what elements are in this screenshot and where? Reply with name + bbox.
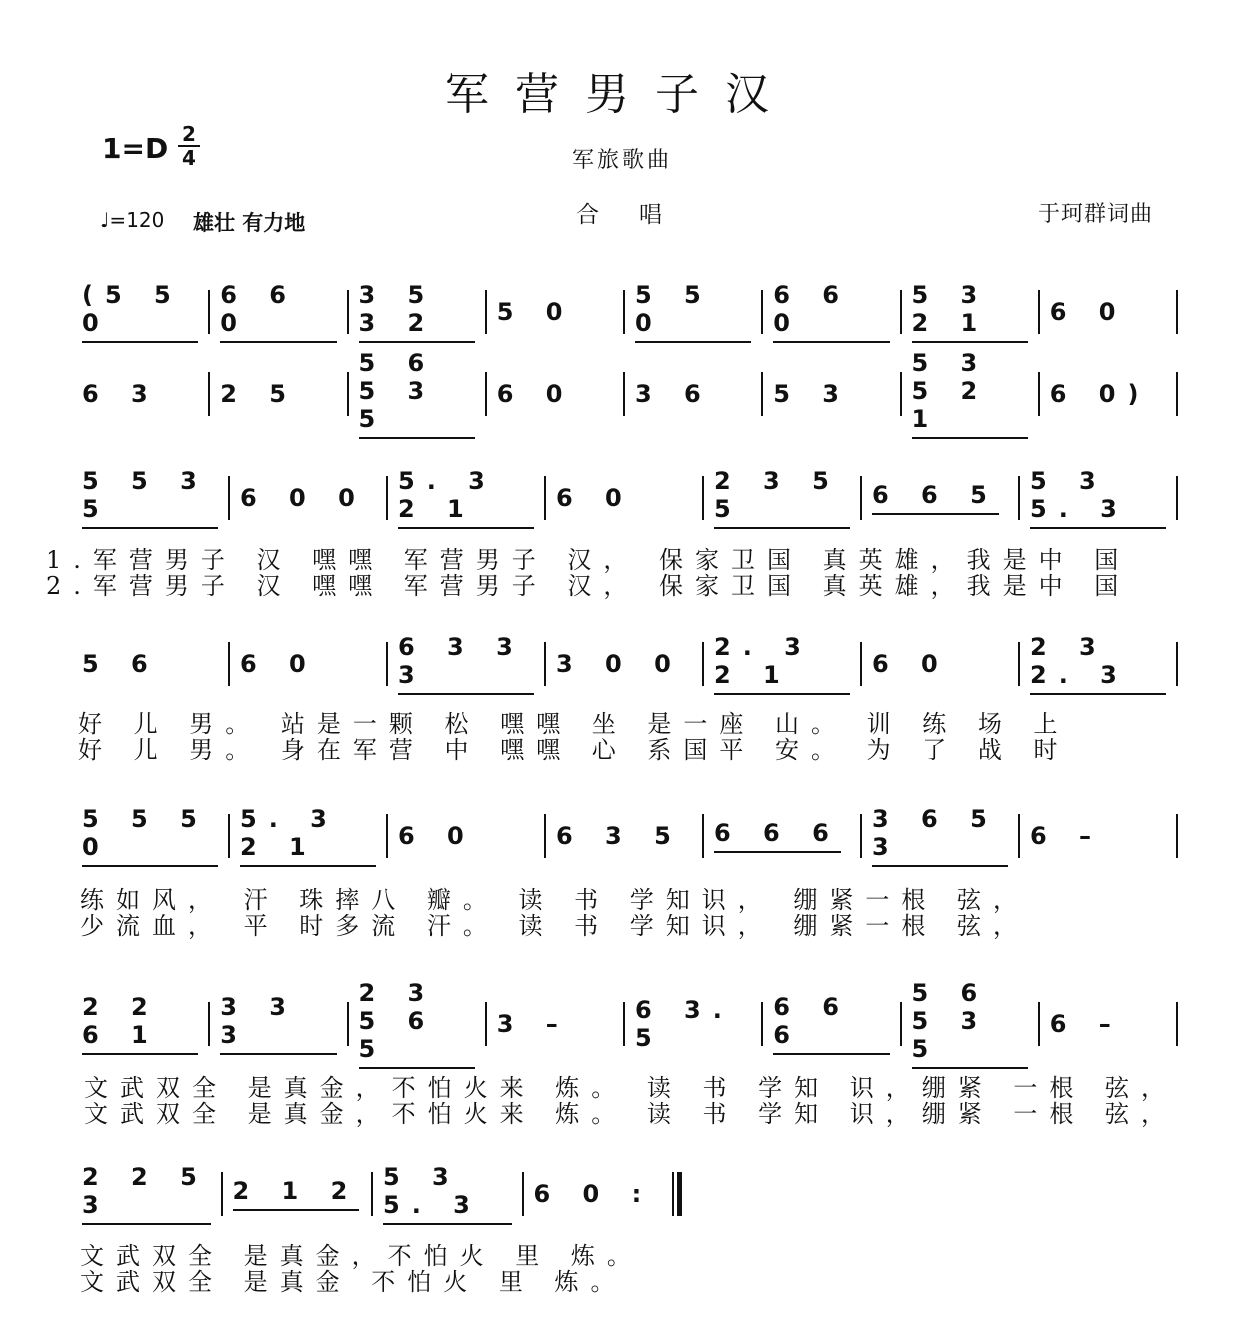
bar-line	[347, 290, 349, 334]
measure: 6 0	[1049, 298, 1128, 326]
lyric-line-verse2: 2.军营男子 汉 嘿嘿 军营男子 汉， 保家卫国 真英雄，我是中 国	[46, 572, 1131, 600]
measure: 6 6 0	[220, 281, 336, 343]
bar-line	[1176, 476, 1178, 520]
measure: 2 3 5 5	[714, 467, 850, 529]
bar-line	[761, 372, 763, 416]
measure: 6 0	[556, 484, 634, 512]
measure: 6 0	[240, 650, 318, 678]
genre-label: 军旅歌曲	[572, 148, 673, 173]
measure: 6 3 3 3	[398, 633, 534, 695]
composer-credit: 于珂群词曲	[1038, 202, 1154, 227]
measure: 6 0	[398, 822, 476, 850]
lyric-line-verse2: 文武双全 是真金，不怕火来 炼。 读 书 学知 识，绷紧 一根 弦，	[84, 1100, 1178, 1128]
measure: 6 –	[1030, 822, 1104, 850]
bar-line	[485, 1002, 487, 1046]
bar-line	[761, 1002, 763, 1046]
measure: 5 3	[773, 380, 852, 408]
bar-line	[860, 814, 862, 858]
bar-line	[228, 642, 230, 686]
bar-line	[208, 290, 210, 334]
thin-bar	[672, 1172, 674, 1216]
measure: 2. 3 2 1	[714, 633, 850, 695]
tempo-marking: ♩=120	[100, 208, 165, 232]
bar-line	[522, 1172, 524, 1216]
measure: 5. 3 2 1	[398, 467, 534, 529]
measure: 5 0	[496, 298, 575, 326]
score-system-7	[82, 1163, 682, 1219]
measure: 3 5 3 2	[359, 281, 475, 343]
measure: 6 0	[496, 380, 575, 408]
bar-line	[544, 476, 546, 520]
bar-line	[208, 1002, 210, 1046]
voice-label: 合唱	[576, 202, 702, 228]
bar-line	[860, 642, 862, 686]
measure: 2 2 5 3	[82, 1163, 211, 1225]
time-signature	[178, 124, 200, 168]
key-signature: 1=D	[102, 132, 169, 165]
bar-line	[1038, 372, 1040, 416]
measure: 5 3 5. 3	[383, 1163, 512, 1225]
bar-line	[386, 642, 388, 686]
score-system-5	[82, 805, 1178, 861]
bar-line	[1018, 476, 1020, 520]
bar-line	[228, 476, 230, 520]
bar-line	[761, 290, 763, 334]
time-top: 2	[182, 122, 196, 146]
measure: 5 6 5 3 5	[359, 349, 475, 439]
measure: 5 3 5 2 1	[912, 349, 1028, 439]
bar-line	[371, 1172, 373, 1216]
bar-line	[1038, 1002, 1040, 1046]
measure: 6 0 :	[533, 1180, 654, 1208]
measure: 2 3 5 6 5	[359, 979, 475, 1069]
repeat-end-barline	[668, 1172, 682, 1216]
measure: 6 3 5	[556, 822, 683, 850]
lyric-line-verse2: 文武双全 是真金 不怕火 里 炼。	[80, 1268, 627, 1296]
bar-line	[900, 290, 902, 334]
bar-line	[544, 814, 546, 858]
expression-marking: 雄壮 有力地	[193, 211, 306, 235]
measure: 6 0	[872, 650, 950, 678]
bar-line	[702, 642, 704, 686]
measure: 6 6 6	[773, 993, 889, 1055]
score-system-4	[82, 633, 1178, 689]
bar-line	[623, 1002, 625, 1046]
measure: 5 6	[82, 650, 160, 678]
bar-line	[347, 1002, 349, 1046]
bar-line	[1038, 290, 1040, 334]
measure: (5 5 0	[82, 281, 198, 343]
measure: 3 –	[496, 1010, 570, 1038]
measure: 6 3	[82, 380, 160, 408]
measure: 2 3 2. 3	[1030, 633, 1166, 695]
lyric-line-verse2: 好 儿 男。 身在军营 中 嘿嘿 心 系国平 安。 为 了 战 时	[78, 736, 1070, 764]
lyric-line-verse1: 文武双全 是真金，不怕火 里 炼。	[80, 1242, 643, 1270]
bar-line	[544, 642, 546, 686]
measure: 3 6	[635, 380, 713, 408]
lyric-line-verse2: 少流血， 平 时多流 汗。 读 书 学知识， 绷紧一根 弦，	[80, 912, 1030, 940]
bar-line	[623, 372, 625, 416]
bar-line	[1018, 642, 1020, 686]
bar-line	[221, 1172, 223, 1216]
measure: 6 6 5	[872, 481, 1008, 515]
measure: 3 3 3	[220, 993, 336, 1055]
measure: 5. 3 2 1	[240, 805, 376, 867]
bar-line	[702, 814, 704, 858]
lyric-line-verse1: 1.军营男子 汉 嘿嘿 军营男子 汉， 保家卫国 真英雄，我是中 国	[46, 546, 1131, 574]
bar-line	[386, 476, 388, 520]
bar-line	[1176, 1002, 1178, 1046]
bar-line	[1018, 814, 1020, 858]
score-system-1	[82, 281, 1178, 337]
bar-line	[1176, 814, 1178, 858]
measure: 5 5 3 5	[82, 467, 218, 529]
measure: 6 6 0	[773, 281, 889, 343]
measure: 6 6 6	[714, 819, 850, 853]
measure: 6 3. 5	[635, 996, 734, 1052]
bar-line	[386, 814, 388, 858]
bar-line	[485, 372, 487, 416]
measure: 5 5 0	[635, 281, 751, 343]
bar-line	[1176, 290, 1178, 334]
measure: 3 6 5 3	[872, 805, 1008, 867]
measure: 5 3 5. 3	[1030, 467, 1166, 529]
bar-line	[623, 290, 625, 334]
score-system-2	[82, 349, 1178, 433]
bar-line	[900, 372, 902, 416]
song-title: 军营男子汉	[445, 69, 795, 120]
measure: 2 1 2	[233, 1177, 362, 1211]
bar-line	[1176, 372, 1178, 416]
bar-line	[228, 814, 230, 858]
measure: 5 6 5 3 5	[912, 979, 1028, 1069]
bar-line	[702, 476, 704, 520]
measure: 2 2 6 1	[82, 993, 198, 1055]
measure: 2 5	[220, 380, 299, 408]
bar-line	[347, 372, 349, 416]
measure: 5 3 2 1	[912, 281, 1028, 343]
score-system-3	[82, 467, 1178, 523]
bar-line	[1176, 642, 1178, 686]
measure: 6 0 0	[240, 484, 367, 512]
bar-line	[860, 476, 862, 520]
measure: 5 5 5 0	[82, 805, 218, 867]
bar-line	[208, 372, 210, 416]
thick-bar	[677, 1172, 682, 1216]
bar-line	[900, 1002, 902, 1046]
lyric-line-verse1: 好 儿 男。 站是一颗 松 嘿嘿 坐 是一座 山。 训 练 场 上	[78, 710, 1070, 738]
lyric-line-verse1: 练如风， 汗 珠摔八 瓣。 读 书 学知识， 绷紧一根 弦，	[80, 886, 1030, 914]
measure: 6 –	[1049, 1010, 1123, 1038]
time-bottom: 4	[182, 146, 196, 170]
measure: 6 0)	[1049, 380, 1151, 408]
bar-line	[485, 290, 487, 334]
lyric-line-verse1: 文武双全 是真金，不怕火来 炼。 读 书 学知 识，绷紧 一根 弦，	[84, 1074, 1178, 1102]
measure: 3 0 0	[556, 650, 683, 678]
score-system-6	[82, 979, 1178, 1063]
